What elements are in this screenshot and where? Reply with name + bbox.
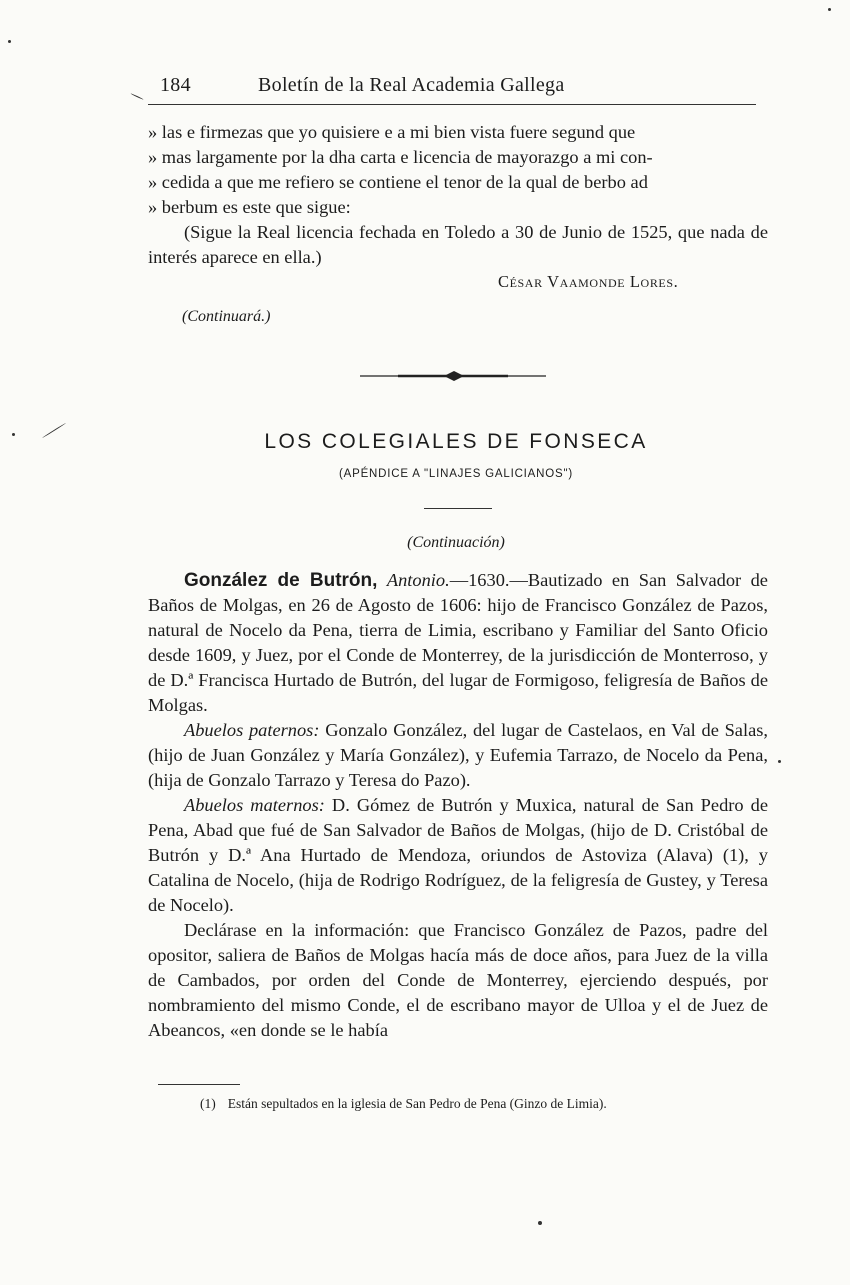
scan-speck bbox=[828, 8, 831, 11]
quote-line: » berbum es este que sigue: bbox=[148, 197, 351, 217]
entry-name: González de Butrón, bbox=[184, 570, 378, 591]
scan-speck bbox=[12, 433, 15, 436]
maternal-paragraph bbox=[148, 793, 768, 918]
continuara-note: (Continuará.) bbox=[182, 308, 271, 325]
maternal-text: D. Gómez de Butrón y Muxica, natural de San Pedro de Pena, Abad que fué de San Salvador de Baños de Molgas, (hijo de D. Cristóbal de Butrón y D.ª Ana Hurtado de Mendoza, oriundos de Astoviza (Alava) (1), y Catalina de Nocelo, (hija de Rodrigo Rodríguez, de la feligresía de Gustey, y Teresa de Nocelo). bbox=[148, 795, 768, 915]
continuacion-label: (Continuación) bbox=[407, 534, 505, 551]
entry-body bbox=[148, 568, 768, 1043]
quote-line: » mas largamente por la dha carta e licencia de mayorazgo a mi con- bbox=[148, 147, 653, 167]
scan-speck bbox=[8, 40, 11, 43]
quote-line: » las e firmezas que yo quisiere e a mi bien vista fuere segund que bbox=[148, 122, 636, 142]
entry-intro: —1630.—Bautizado en San Salvador de Baños de Molgas, en 26 de Agosto de 1606: hijo de Francisco González de Pazos, natural de Nocelo da Pena, tierra de Limia, escribano y Familiar del Santo Oficio desde 1609, y Juez, por el Conde de Monterrey, de la jurisdicción de Monterroso, y de D.ª Francisca Hurtado de Butrón, del lugar de Formigoso, feligresía de Baños de Molgas. bbox=[148, 570, 768, 715]
scan-speck bbox=[538, 1221, 542, 1225]
section-ornament bbox=[358, 366, 548, 386]
paternal-paragraph bbox=[148, 718, 768, 793]
paternal-label: Abuelos paternos: bbox=[184, 720, 320, 740]
scan-speck bbox=[778, 760, 781, 763]
declaration-paragraph: Declárase en la información: que Francisco González de Pazos, padre del opositor, saliera de Baños de Molgas hacía más de doce años, para Juez de la villa de Cambados, por orden del Conde de Monterrey, ejerciendo después, por nombramiento del mismo Conde, el de escribano mayor de Ulloa y el de Juez de Abeancos, «en donde se le había bbox=[148, 920, 768, 1040]
entry-paragraph bbox=[148, 568, 768, 718]
quoted-text bbox=[148, 120, 768, 270]
entry-given-name: Antonio. bbox=[386, 570, 450, 590]
footnote bbox=[200, 1096, 760, 1112]
quote-line: » cedida a que me refiero se contiene el tenor de la qual de berbo ad bbox=[148, 172, 648, 192]
header-rule bbox=[148, 104, 756, 105]
title-rule bbox=[424, 508, 492, 509]
page-number: 184 bbox=[160, 74, 191, 96]
scan-speck bbox=[130, 93, 143, 100]
footnote-text: Están sepultados en la iglesia de San Pedro de Pena (Ginzo de Limia). bbox=[227, 1096, 607, 1111]
paternal-text: Gonzalo González, del lugar de Castelaos, en Val de Salas, (hijo de Juan González y María González), y Eufemia Tarrazo, de Nocelo da Pena, (hija de Gonzalo Tarrazo y Teresa do Pazo). bbox=[148, 720, 768, 790]
footnote-marker: (1) bbox=[200, 1096, 216, 1111]
running-header bbox=[160, 74, 760, 97]
section-subtitle: (APÉNDICE A "LINAJES GALICIANOS") bbox=[339, 468, 573, 480]
maternal-label: Abuelos maternos: bbox=[184, 795, 325, 815]
footnote-rule bbox=[158, 1084, 240, 1085]
author-signature: César Vaamonde Lores. bbox=[498, 272, 679, 291]
section-title: LOS COLEGIALES DE FONSECA bbox=[264, 430, 648, 453]
editor-note: (Sigue la Real licencia fechada en Toledo a 30 de Junio de 1525, que nada de interés aparece en ella.) bbox=[148, 222, 768, 267]
journal-title: Boletín de la Real Academia Gallega bbox=[258, 74, 565, 96]
